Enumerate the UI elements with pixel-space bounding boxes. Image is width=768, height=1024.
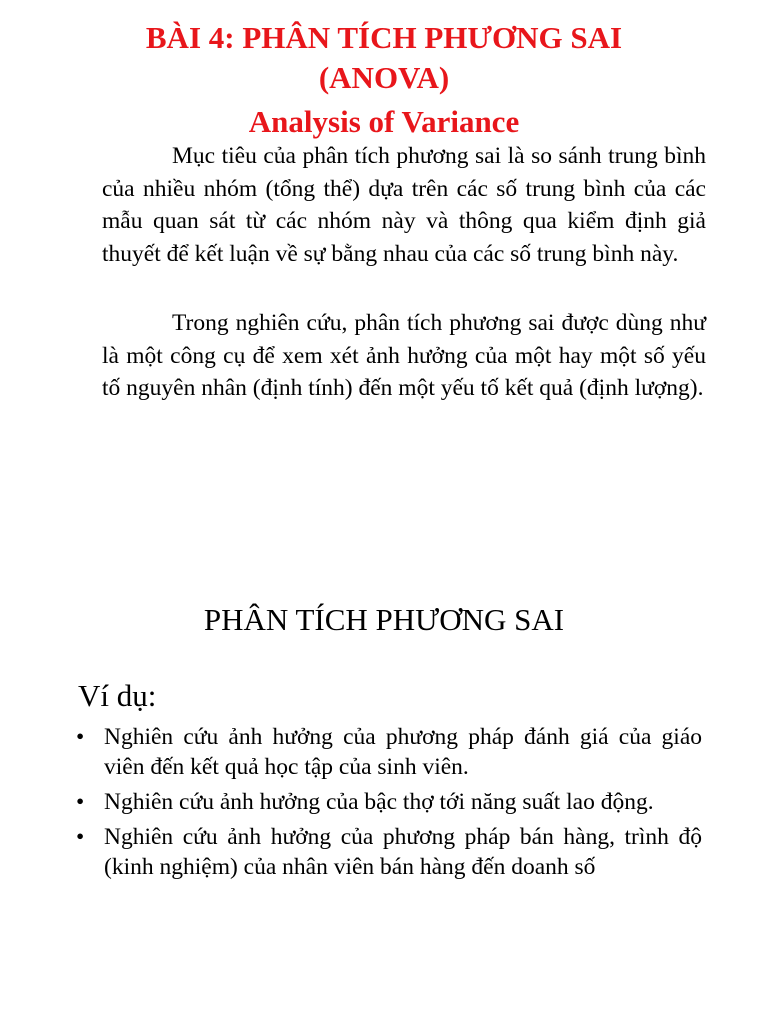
section-heading: PHÂN TÍCH PHƯƠNG SAI <box>203 602 565 637</box>
bullet-icon: • <box>76 724 85 750</box>
list-item-text: Nghiên cứu ảnh hưởng của phương pháp đánh giá của giáo viên đến kết quả học tập của sinh viên. <box>104 724 702 780</box>
lesson-subtitle: Analysis of Variance <box>248 104 520 139</box>
lesson-title: BÀI 4: PHÂN TÍCH PHƯƠNG SAI <box>145 20 623 55</box>
intro-paragraph-objective: Mục tiêu của phân tích phương sai là so sánh trung bình của nhiều nhóm (tổng thể) dựa trên các số trung bình của các mẫu quan sát từ các nhóm này và thông qua kiểm định giả thuyết để kết luận về sự bằng nhau của các số trung bình này. <box>102 143 706 267</box>
bullet-icon: • <box>76 789 85 815</box>
intro-paragraph-research-use: Trong nghiên cứu, phân tích phương sai được dùng như là một công cụ để xem xét ảnh hưởng của một hay một số yếu tố nguyên nhân (định tính) đến một yếu tố kết quả (định lượng). <box>102 310 706 401</box>
example-list <box>76 722 702 887</box>
list-item-text: Nghiên cứu ảnh hưởng của phương pháp bán hàng, trình độ (kinh nghiệm) của nhân viên bán hàng đến doanh số <box>104 824 702 880</box>
list-item-text: Nghiên cứu ảnh hưởng của bậc thợ tới năng suất lao động. <box>104 789 654 815</box>
list-item <box>76 722 702 782</box>
bullet-icon: • <box>76 824 85 850</box>
example-label: Ví dụ: <box>78 678 157 713</box>
list-item <box>76 822 702 882</box>
list-item <box>76 787 702 817</box>
lesson-title-abbreviation: (ANOVA) <box>318 60 450 95</box>
